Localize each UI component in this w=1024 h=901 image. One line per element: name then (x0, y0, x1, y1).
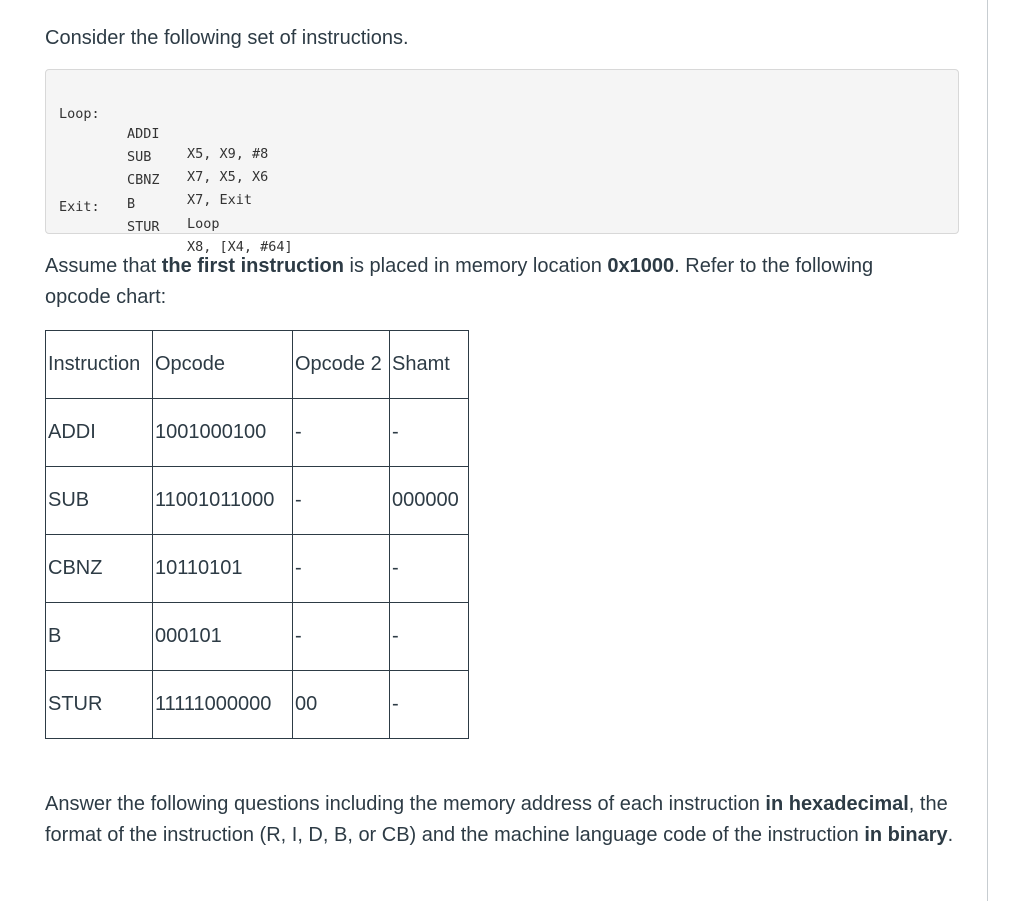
table-row (46, 467, 469, 535)
table-header-row (46, 331, 469, 399)
table-cell: SUB (46, 467, 153, 535)
code-opcode: B (127, 196, 136, 212)
code-block (45, 69, 959, 255)
assume-text: Assume that (45, 255, 162, 277)
header-shamt: Shamt (390, 331, 469, 399)
code-operands: X7, X5, X6 (187, 169, 269, 185)
code-operands: X5, X9, #8 (187, 146, 269, 162)
code-label: Loop: (59, 106, 100, 122)
code-opcode: SUB (127, 149, 152, 165)
answer-text: . (947, 824, 954, 846)
table-cell: ADDI (46, 399, 153, 467)
table-cell: CBNZ (46, 535, 153, 603)
table-cell: 1001000100 (153, 399, 293, 467)
answer-bold-text: in binary (864, 824, 948, 846)
table-cell: - (293, 399, 390, 467)
table-cell: - (390, 399, 469, 467)
header-opcode: Opcode (153, 331, 293, 399)
code-operands: Loop (187, 216, 220, 232)
table-cell: - (390, 535, 469, 603)
table-cell: - (293, 603, 390, 671)
table-cell: 00 (293, 671, 390, 739)
answer-bold-text: in hexadecimal (765, 793, 909, 815)
table-cell: - (390, 671, 469, 739)
answer-paragraph (45, 789, 955, 851)
code-opcode: CBNZ (127, 172, 160, 188)
table-cell: 000101 (153, 603, 293, 671)
table-row (46, 399, 469, 467)
intro-text: Consider the following set of instructions. (45, 27, 409, 49)
opcode-chart (45, 330, 469, 739)
code-opcode: STUR (127, 219, 160, 235)
table-cell: 000000 (390, 467, 469, 535)
answer-text: , the format of the instruction (R, I, D, B, or CB) and the machine language code of the instruction (45, 793, 948, 846)
table-row (46, 671, 469, 739)
page-right-border (987, 0, 988, 901)
assume-text: . Refer to the following opcode chart: (45, 255, 874, 308)
code-label: Exit: (59, 199, 100, 215)
table-row (46, 535, 469, 603)
code-operands: X8, [X4, #64] (187, 239, 293, 255)
code-operands: X7, Exit (187, 192, 253, 208)
table-cell: - (390, 603, 469, 671)
table-cell: 11001011000 (153, 467, 293, 535)
assume-paragraph (45, 251, 925, 313)
assume-text: is placed in memory location (343, 255, 608, 277)
answer-text: Answer the following questions including the memory address of each instruction (45, 793, 766, 815)
assume-bold-text: the first instruction (161, 255, 344, 277)
table-cell: B (46, 603, 153, 671)
table-cell: 11111000000 (153, 671, 293, 739)
table-row (46, 603, 469, 671)
table-cell: - (293, 535, 390, 603)
table-cell: - (293, 467, 390, 535)
table-cell: STUR (46, 671, 153, 739)
header-opcode-2: Opcode 2 (293, 331, 390, 399)
table-cell: 10110101 (153, 535, 293, 603)
header-instruction: Instruction (46, 331, 153, 399)
code-opcode: ADDI (127, 126, 160, 142)
memory-location: 0x1000 (607, 255, 675, 277)
